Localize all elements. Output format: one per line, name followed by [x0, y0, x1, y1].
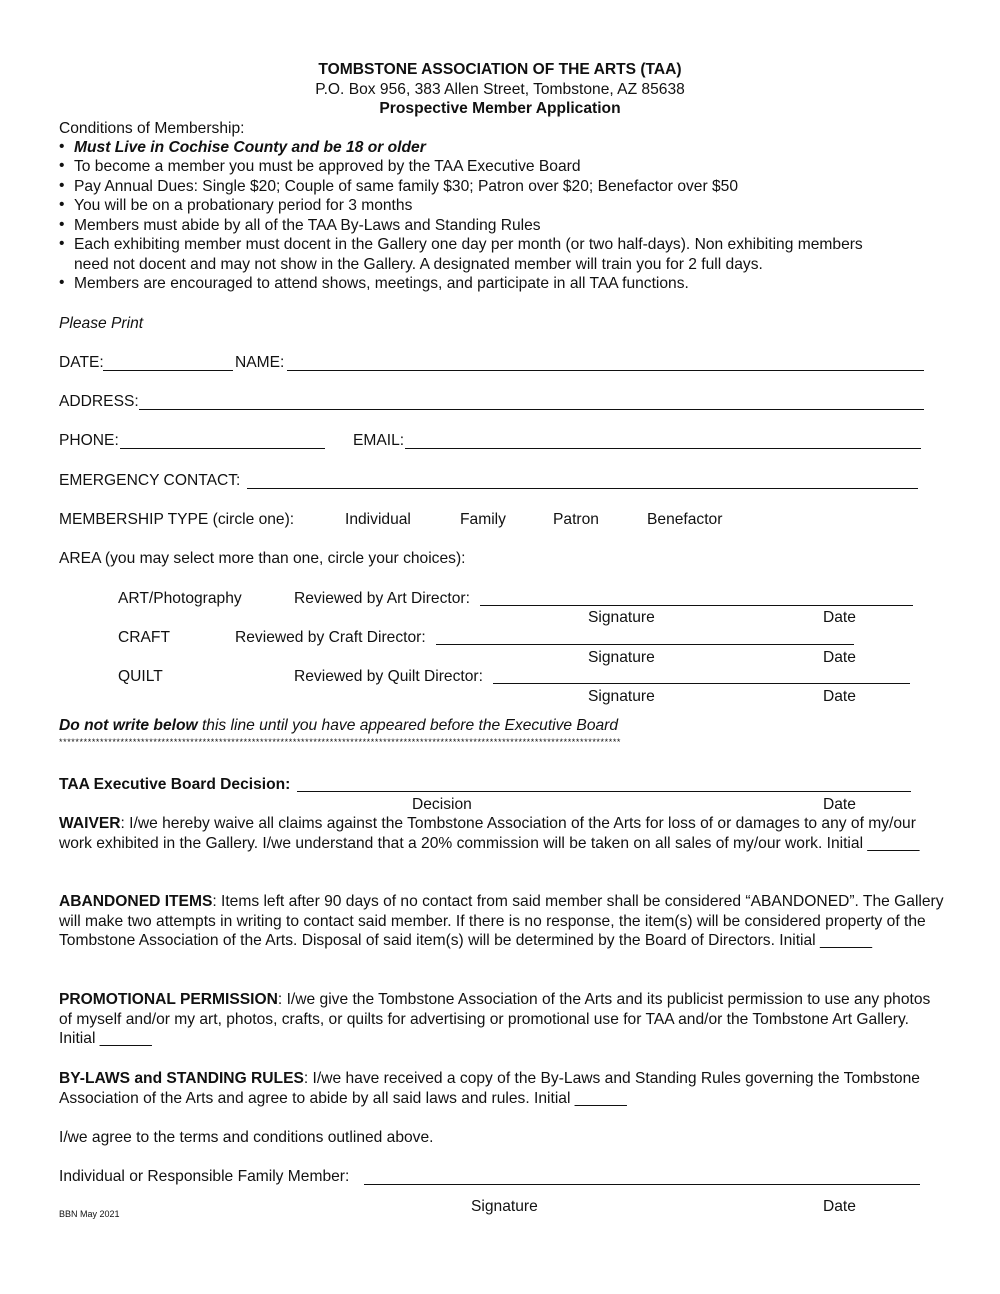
bullet-mark: •: [59, 157, 65, 174]
bullet-mark: •: [59, 177, 65, 194]
email-label: EMAIL:: [353, 432, 405, 449]
area-option-quilt[interactable]: QUILT: [118, 668, 163, 685]
condition-item: You will be on a probationary period for 3 months: [74, 197, 413, 214]
condition-item: Pay Annual Dues: Single $20; Couple of same family $30; Patron over $20; Benefactor over $50: [74, 178, 739, 195]
date-field[interactable]: [103, 370, 233, 371]
address-label: ADDRESS:: [59, 393, 139, 410]
waiver-text: : I/we hereby waive all claims against the Tombstone Association of the Arts for loss of or damages to any of my/our work exhibited in the Gallery. I/we understand that a 20% commission will be taken on all sales of my/our work. Initial ______: [59, 815, 920, 852]
condition-item: Members are encouraged to attend shows, meetings, and participate in all TAA functions.: [74, 275, 689, 292]
responsible-member-label: Individual or Responsible Family Member:: [59, 1168, 350, 1185]
email-field[interactable]: [405, 448, 921, 449]
name-label: NAME:: [235, 354, 285, 371]
abandoned-items-section: [59, 892, 944, 951]
organization-address: P.O. Box 956, 383 Allen Street, Tombstone, AZ 85638: [315, 81, 685, 98]
condition-item-continued: need not docent and may not show in the Gallery. A designated member will train you for 2 full days.: [74, 256, 763, 273]
membership-option-individual[interactable]: Individual: [345, 511, 411, 528]
bylaws-section: [59, 1069, 944, 1108]
final-signature-caption: Signature: [471, 1198, 538, 1215]
separator-stars: *****************************************************************************************************************************************: [59, 737, 622, 747]
form-title: Prospective Member Application: [379, 100, 621, 117]
art-director-signature-field[interactable]: [480, 605, 913, 606]
waiver-section: [59, 814, 944, 853]
decision-date-caption: Date: [823, 796, 856, 813]
area-label: AREA (you may select more than one, circle your choices):: [59, 550, 466, 567]
condition-item: To become a member you must be approved by the TAA Executive Board: [74, 158, 581, 175]
organization-title: TOMBSTONE ASSOCIATION OF THE ARTS (TAA): [318, 61, 682, 78]
bullet-mark: •: [59, 235, 65, 252]
notice-text: this line until you have appeared before the Executive Board: [197, 717, 619, 734]
promotional-permission-title: PROMOTIONAL PERMISSION: [59, 991, 278, 1008]
agreement-statement: I/we agree to the terms and conditions outlined above.: [59, 1129, 434, 1146]
membership-option-family[interactable]: Family: [460, 511, 506, 528]
quilt-director-signature-field[interactable]: [493, 683, 910, 684]
phone-label: PHONE:: [59, 432, 119, 449]
condition-item: Each exhibiting member must docent in the Gallery one day per month (or two half-days). Non exhibiting members: [74, 236, 863, 253]
office-use-notice: [59, 716, 618, 735]
bullet-mark: •: [59, 196, 65, 213]
signature-caption: Signature: [588, 649, 655, 666]
condition-item: Must Live in Cochise County and be 18 or older: [74, 139, 426, 156]
date-caption: Date: [823, 609, 856, 626]
signature-caption: Signature: [588, 609, 655, 626]
bullet-mark: •: [59, 216, 65, 233]
quilt-director-review-label: Reviewed by Quilt Director:: [294, 668, 483, 685]
responsible-member-signature-field[interactable]: [364, 1184, 920, 1185]
abandoned-items-title: ABANDONED ITEMS: [59, 893, 213, 910]
bullet-mark: •: [59, 138, 65, 155]
final-date-caption: Date: [823, 1198, 856, 1215]
board-decision-label: TAA Executive Board Decision:: [59, 776, 291, 793]
board-decision-field[interactable]: [297, 791, 911, 792]
date-label: DATE:: [59, 354, 104, 371]
signature-caption: Signature: [588, 688, 655, 705]
membership-option-benefactor[interactable]: Benefactor: [647, 511, 723, 528]
bylaws-title: BY-LAWS and STANDING RULES: [59, 1070, 304, 1087]
craft-director-review-label: Reviewed by Craft Director:: [235, 629, 426, 646]
area-option-art-photography[interactable]: ART/Photography: [118, 590, 242, 607]
promotional-permission-section: [59, 990, 944, 1049]
membership-type-label: MEMBERSHIP TYPE (circle one):: [59, 511, 295, 528]
abandoned-items-text: : Items left after 90 days of no contact from said member shall be considered “ABANDONED”. The Gallery will make two attempts in writing to contact said member. If there is no response, the item(s) will be considered property of the Tombstone Association of the Arts. Disposal of said item(s) will be determined by the Board of Directors. Initial ______: [59, 893, 944, 950]
art-director-review-label: Reviewed by Art Director:: [294, 590, 470, 607]
date-caption: Date: [823, 649, 856, 666]
emergency-contact-field[interactable]: [247, 488, 918, 489]
conditions-heading: Conditions of Membership:: [59, 120, 245, 137]
date-caption: Date: [823, 688, 856, 705]
name-field[interactable]: [287, 370, 924, 371]
membership-option-patron[interactable]: Patron: [553, 511, 599, 528]
please-print-note: Please Print: [59, 315, 144, 332]
waiver-title: WAIVER: [59, 815, 121, 832]
craft-director-signature-field[interactable]: [436, 644, 854, 645]
condition-item: Members must abide by all of the TAA By-Laws and Standing Rules: [74, 217, 541, 234]
phone-field[interactable]: [120, 448, 325, 449]
form-version-code: BBN May 2021: [59, 1209, 120, 1219]
bylaws-text: : I/we have received a copy of the By-Laws and Standing Rules governing the Tombstone Association of the Arts and agree to abide by all said laws and rules. Initial ______: [59, 1070, 920, 1107]
area-option-craft[interactable]: CRAFT: [118, 629, 170, 646]
bullet-mark: •: [59, 274, 65, 291]
promotional-permission-text: : I/we give the Tombstone Association of the Arts and its publicist permission to use any photos of myself and/or my art, photos, crafts, or quilts for advertising or promotional use for TAA and/or the Tombstone Art Gallery. Initial ______: [59, 991, 931, 1048]
address-field[interactable]: [139, 409, 924, 410]
emergency-contact-label: EMERGENCY CONTACT:: [59, 472, 241, 489]
decision-caption: Decision: [412, 796, 472, 813]
notice-emphasis: Do not write below: [59, 717, 198, 734]
